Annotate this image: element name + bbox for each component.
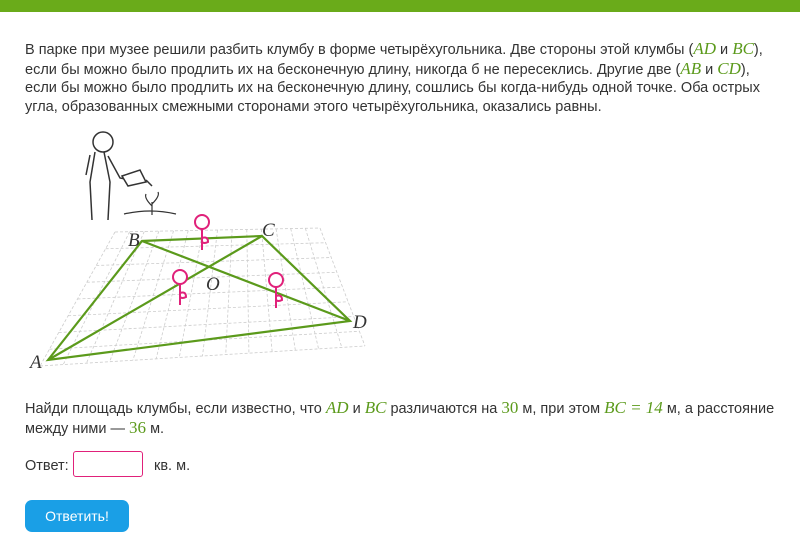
text-segment: Найди площадь клумбы, если известно, что bbox=[25, 401, 326, 417]
math-cd: CD bbox=[717, 58, 741, 78]
text-segment: ), если бы можно было продлить их на бесконечную длину, сошлись бы когда-нибудь одной точке. Оба острых угла, образованных смежными сторонами этого четырёхугольника, оказались равны. bbox=[25, 61, 760, 115]
text-segment: В парке при музее решили разбить клумбу в форме четырёхугольника. Две стороны этой клумбы ( bbox=[25, 42, 694, 58]
text-segment: и bbox=[705, 61, 714, 78]
label-d: D bbox=[353, 312, 367, 333]
answer-unit: кв. м. bbox=[154, 458, 191, 474]
text-segment: и bbox=[720, 42, 729, 58]
math-bc: BC bbox=[364, 398, 387, 417]
label-o: O bbox=[206, 274, 220, 295]
text-segment: различаются на bbox=[386, 401, 502, 417]
top-bar bbox=[0, 0, 800, 12]
math-bc-eq: BC = 14 bbox=[604, 398, 663, 417]
gardener-icon bbox=[86, 132, 152, 220]
math-diff: 30 bbox=[501, 398, 519, 417]
text-segment: м, а расстояние между ними — bbox=[25, 401, 775, 437]
flower-icon bbox=[195, 215, 209, 250]
label-b: B bbox=[128, 230, 140, 251]
answer-input[interactable] bbox=[73, 451, 143, 477]
math-dist: 36 bbox=[129, 417, 147, 437]
sprout-icon bbox=[124, 192, 176, 215]
flowerbed-figure bbox=[20, 120, 380, 380]
text-segment: ), если бы можно было продлить их на бесконечную длину, никогда б не пересеклись. Другие две ( bbox=[25, 42, 763, 78]
question-text bbox=[25, 399, 785, 438]
text-segment: и bbox=[352, 401, 361, 417]
label-c: C bbox=[262, 220, 275, 241]
math-bc: BC bbox=[732, 39, 754, 58]
text-segment: м, при этом bbox=[518, 401, 605, 417]
problem-text bbox=[25, 40, 785, 116]
text-segment: м. bbox=[146, 420, 165, 437]
submit-button[interactable]: Ответить! bbox=[25, 500, 129, 532]
answer-label: Ответ: bbox=[25, 458, 69, 474]
label-a: A bbox=[30, 352, 42, 373]
math-ab: AB bbox=[680, 58, 702, 78]
math-ad: AD bbox=[693, 39, 717, 58]
math-ad: AD bbox=[325, 398, 349, 417]
